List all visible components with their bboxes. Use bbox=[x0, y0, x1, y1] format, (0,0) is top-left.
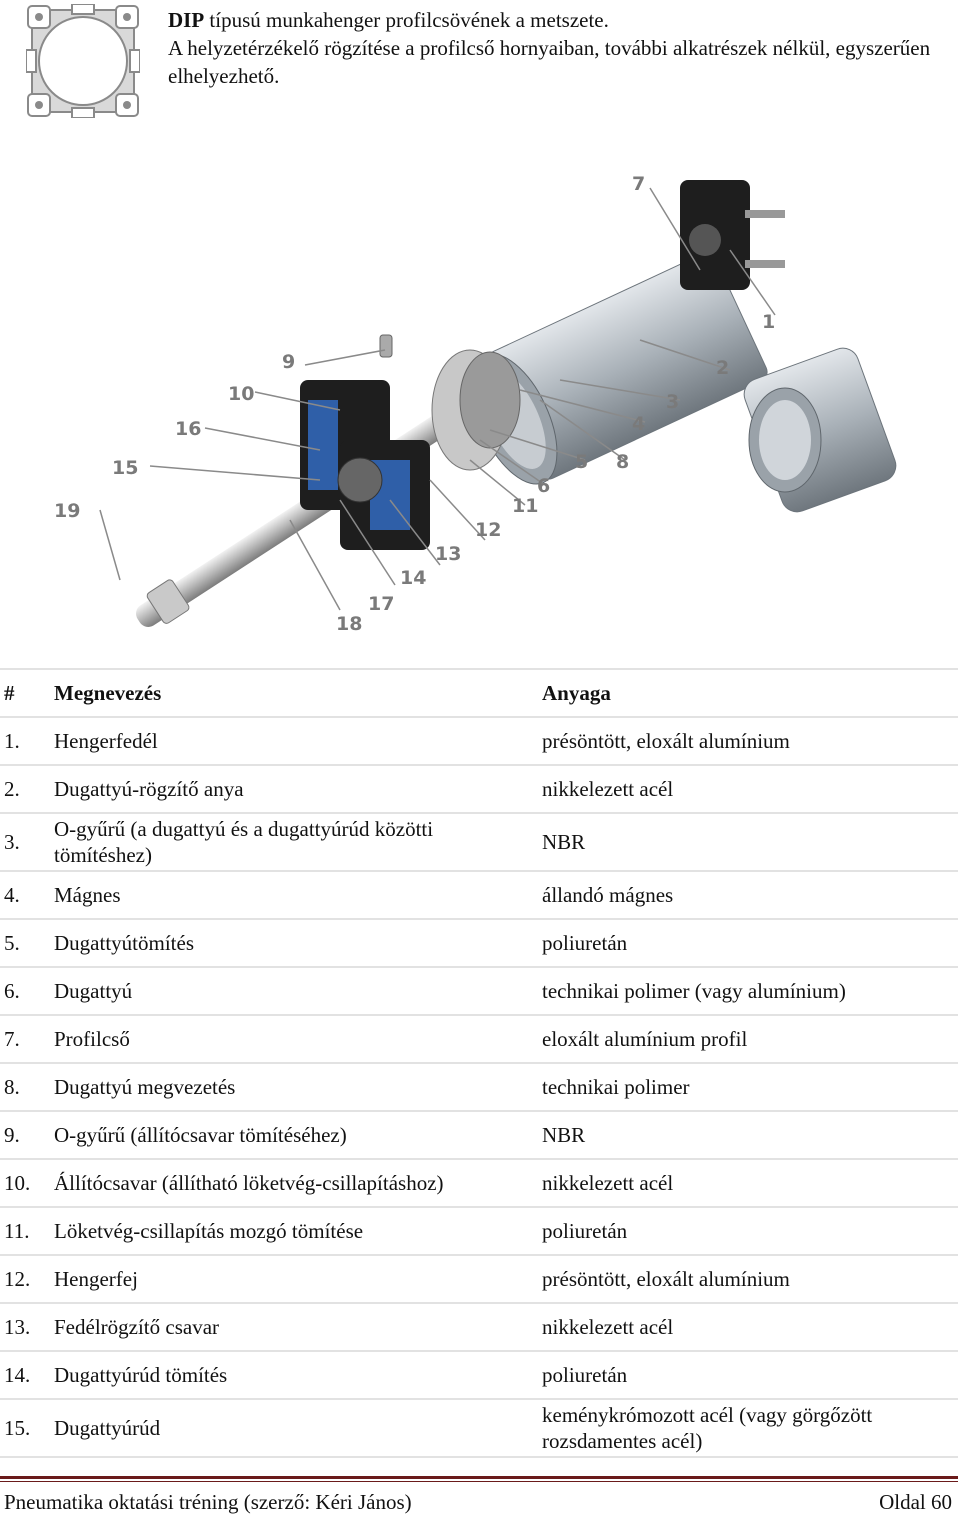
row-material: NBR bbox=[542, 1111, 958, 1159]
row-name: O-gyűrű (a dugattyú és a dugattyúrúd közötti tömítéshez) bbox=[54, 813, 542, 871]
diagram-label-9: 9 bbox=[282, 351, 296, 373]
diagram-label-8: 8 bbox=[616, 451, 630, 473]
diagram-label-14: 14 bbox=[400, 567, 427, 589]
caption-bold: DIP bbox=[168, 8, 205, 32]
row-material: NBR bbox=[542, 813, 958, 871]
diagram-label-17: 17 bbox=[368, 593, 395, 615]
table-row bbox=[0, 717, 958, 765]
diagram-label-3: 3 bbox=[666, 391, 680, 413]
row-material: poliuretán bbox=[542, 919, 958, 967]
diagram-label-6: 6 bbox=[537, 475, 551, 497]
diagram-label-11: 11 bbox=[512, 495, 539, 517]
diagram-label-10: 10 bbox=[228, 383, 255, 405]
row-name: Dugattyú bbox=[54, 967, 542, 1015]
table-row bbox=[0, 1015, 958, 1063]
row-name: Mágnes bbox=[54, 871, 542, 919]
caption-line1: típusú munkahenger profilcsövének a metszete. bbox=[204, 8, 609, 32]
row-number: 1. bbox=[0, 717, 54, 765]
row-number: 9. bbox=[0, 1111, 54, 1159]
table-row bbox=[0, 1111, 958, 1159]
table-row bbox=[0, 1159, 958, 1207]
table-row bbox=[0, 967, 958, 1015]
row-name: Dugattyú-rögzítő anya bbox=[54, 765, 542, 813]
row-number: 2. bbox=[0, 765, 54, 813]
row-name: Profilcső bbox=[54, 1015, 542, 1063]
row-number: 4. bbox=[0, 871, 54, 919]
row-number: 3. bbox=[0, 813, 54, 871]
row-number: 11. bbox=[0, 1207, 54, 1255]
table-row bbox=[0, 1255, 958, 1303]
row-name: Hengerfedél bbox=[54, 717, 542, 765]
parts-table bbox=[0, 668, 958, 1458]
table-row bbox=[0, 1207, 958, 1255]
row-name: Dugattyúrúd tömítés bbox=[54, 1351, 542, 1399]
row-number: 14. bbox=[0, 1351, 54, 1399]
caption-line2: A helyzetérzékelő rögzítése a profilcső hornyaiban, további alkatrészek nélkül, egyszerűen elhelyezhető. bbox=[168, 36, 931, 88]
row-name: Dugattyútömítés bbox=[54, 919, 542, 967]
row-name: Hengerfej bbox=[54, 1255, 542, 1303]
row-number: 5. bbox=[0, 919, 54, 967]
table-row bbox=[0, 871, 958, 919]
diagram-label-4: 4 bbox=[632, 413, 646, 435]
row-name: Fedélrögzítő csavar bbox=[54, 1303, 542, 1351]
row-material: technikai polimer (vagy alumínium) bbox=[542, 967, 958, 1015]
diagram-label-12: 12 bbox=[475, 519, 502, 541]
diagram-label-5: 5 bbox=[575, 451, 589, 473]
row-number: 10. bbox=[0, 1159, 54, 1207]
diagram-label-13: 13 bbox=[435, 543, 462, 565]
header-material: Anyaga bbox=[542, 669, 958, 717]
table-header-row bbox=[0, 669, 958, 717]
table-row bbox=[0, 1351, 958, 1399]
diagram-label-7: 7 bbox=[632, 173, 646, 195]
diagram-label-16: 16 bbox=[175, 418, 202, 440]
row-material: nikkelezett acél bbox=[542, 765, 958, 813]
row-material: présöntött, eloxált alumínium bbox=[542, 1255, 958, 1303]
rear-cover-block bbox=[680, 180, 785, 290]
exploded-cylinder-illustration bbox=[40, 160, 940, 640]
row-material: állandó mágnes bbox=[542, 871, 958, 919]
row-name: Állítócsavar (állítható löketvég-csillapításhoz) bbox=[54, 1159, 542, 1207]
profile-cross-section-icon bbox=[26, 4, 140, 118]
table-row bbox=[0, 813, 958, 871]
footer-title: Pneumatika oktatási tréning (szerző: Kéri János) bbox=[4, 1490, 412, 1514]
row-material: nikkelezett acél bbox=[542, 1159, 958, 1207]
table-row bbox=[0, 1399, 958, 1457]
row-material: poliuretán bbox=[542, 1351, 958, 1399]
table-row bbox=[0, 1063, 958, 1111]
header-number: # bbox=[0, 669, 54, 717]
row-number: 13. bbox=[0, 1303, 54, 1351]
row-number: 8. bbox=[0, 1063, 54, 1111]
row-material: keménykrómozott acél (vagy görgőzött rozsdamentes acél) bbox=[542, 1399, 958, 1457]
diagram-label-19: 19 bbox=[54, 500, 81, 522]
row-name: Dugattyúrúd bbox=[54, 1399, 542, 1457]
row-material: nikkelezett acél bbox=[542, 1303, 958, 1351]
header-name: Megnevezés bbox=[54, 669, 542, 717]
row-number: 7. bbox=[0, 1015, 54, 1063]
table-row bbox=[0, 765, 958, 813]
diagram-label-2: 2 bbox=[716, 357, 730, 379]
row-name: Dugattyú megvezetés bbox=[54, 1063, 542, 1111]
row-name: Löketvég-csillapítás mozgó tömítése bbox=[54, 1207, 542, 1255]
row-number: 12. bbox=[0, 1255, 54, 1303]
figure-caption bbox=[168, 6, 948, 90]
row-name: O-gyűrű (állítócsavar tömítéséhez) bbox=[54, 1111, 542, 1159]
page-number: Oldal 60 bbox=[879, 1490, 952, 1514]
diagram-label-1: 1 bbox=[762, 311, 776, 333]
row-material: présöntött, eloxált alumínium bbox=[542, 717, 958, 765]
row-material: poliuretán bbox=[542, 1207, 958, 1255]
diagram-label-15: 15 bbox=[112, 457, 139, 479]
table-row bbox=[0, 919, 958, 967]
row-number: 6. bbox=[0, 967, 54, 1015]
adjusting-screw bbox=[380, 335, 392, 357]
row-material: eloxált alumínium profil bbox=[542, 1015, 958, 1063]
row-number: 15. bbox=[0, 1399, 54, 1457]
row-material: technikai polimer bbox=[542, 1063, 958, 1111]
table-row bbox=[0, 1303, 958, 1351]
footer-divider-thin bbox=[0, 1481, 958, 1482]
diagram-label-18: 18 bbox=[336, 613, 363, 635]
footer-divider bbox=[0, 1476, 958, 1479]
